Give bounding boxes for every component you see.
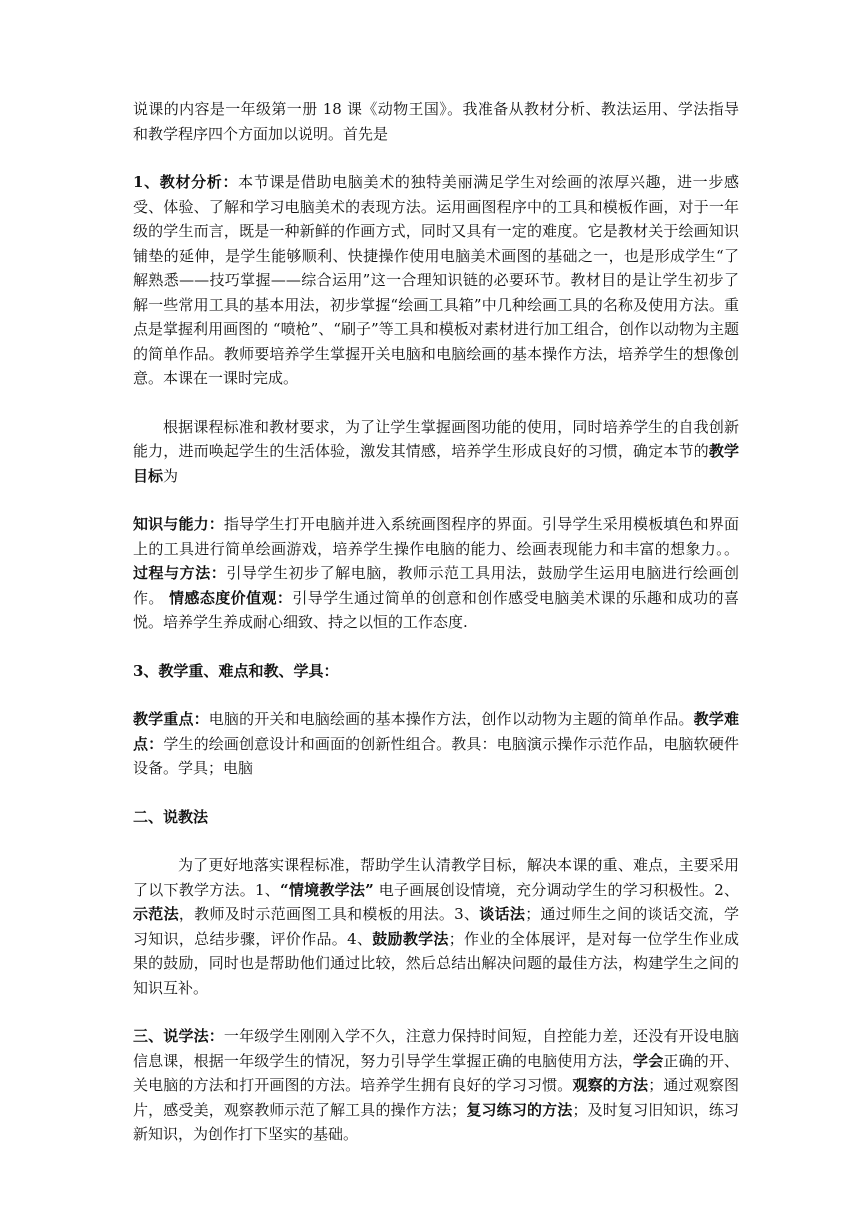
learning-text-1: 一年级学生刚刚入学不久，注意力保持时间短，自控能力差，还没有开设电脑信息课，根据一年级学生的情况，努力引导学生掌握正确的电脑使用方法， [133, 1027, 739, 1070]
knowledge-ability-text: 指导学生打开电脑并进入系统画图程序的界面。引导学生采用模板填色和界面上的工具进行简单绘画游戏，培养学生操作电脑的能力、绘画表现能力和丰富的想象力。。 [133, 515, 739, 558]
knowledge-ability-heading: 知识与能力： [133, 515, 224, 533]
learning-method-heading: 三、说学法： [133, 1027, 224, 1045]
method-3-heading: 谈话法 [479, 905, 526, 923]
teaching-goal-tail: 为 [163, 466, 179, 485]
learning-bold-1: 学会 [633, 1051, 664, 1070]
textbook-analysis-paragraph [133, 170, 739, 391]
teaching-method-heading-paragraph [133, 805, 739, 830]
teaching-goal-text: 根据课程标准和教材要求，为了让学生掌握画图功能的使用，同时培养学生的自我创新能力，进而唤起学生的生活体验，激发其情感，培养学生形成良好的习惯，确定本节的 [133, 417, 739, 460]
method-3-text: ；通过师生之间的谈话交流，学习知识，总结步骤，评价作品。4、 [133, 905, 739, 948]
teaching-method-heading: 二、说教法 [133, 807, 209, 826]
emotion-values-text: 引导学生通过简单的创意和创作感受电脑美术课的乐趣和成功的喜悦。培养学生养成耐心细致、持之以恒的工作态度. [133, 588, 739, 631]
difficult-point-heading: 教学难点： [133, 710, 739, 753]
learning-bold-2: 观察的方法 [572, 1076, 649, 1094]
emotion-values-heading: 情感态度价值观： [169, 588, 293, 607]
method-2-text: ，教师及时示范画图工具和模板的用法。3、 [178, 905, 480, 923]
intro-text: 说课的内容是一年级第一册 18 课《动物王国》。我准备从教材分析、教法运用、学法指导和教学程序四个方面加以说明。首先是 [133, 100, 739, 143]
section-3-heading-paragraph [133, 659, 739, 684]
method-2-heading: 示范法 [133, 905, 179, 923]
textbook-analysis-heading: 1、教材分析： [133, 173, 239, 191]
learning-text-3: ；通过观察图片，感受美，观察教师示范了解工具的操作方法； [133, 1076, 739, 1119]
textbook-analysis-text: 本节课是借助电脑美术的独特美丽满足学生对绘画的浓厚兴趣，进一步感受、体验、了解和学习电脑美术的表现方法。运用画图程序中的工具和模板作画，对于一年级的学生而言，既是一种新鲜的作画方式，同时又具有一定的难度。它是教材关于绘画知识铺垫的延伸，是学生能够顺利、快捷操作使用电脑美术画图的基础之一，也是形成学生“了解熟悉——技巧掌握——综合运用”这一合理知识链的必要环节。教材目的是让学生初步了解一些常用工具的基本用法，初步掌握“绘画工具箱”中几种绘画工具的名称及使用方法。重点是掌握利用画图的 “喷枪”、“刷子”等工具和模板对素材进行加工组合，创作以动物为主题的简单作品。教师要培养学生掌握开关电脑和电脑绘画的基本操作方法，培养学生的想像创意。本课在一课时完成。 [133, 173, 739, 387]
difficult-point-text: 学生的绘画创意设计和画面的创新性组合。教具：电脑演示操作示范作品，电脑软硬件设备。学具；电脑 [133, 734, 739, 777]
section-3-heading: 3、教学重、难点和教、学具： [133, 661, 339, 680]
process-method-heading: 过程与方法： [133, 564, 227, 582]
learning-text-2: 正确的开、关电脑的方法和打开画图的方法。培养学生拥有良好的学习习惯。 [133, 1051, 739, 1094]
objectives-paragraph [133, 512, 739, 635]
methods-lead-text: 为了更好地落实课程标准，帮助学生认清教学目标，解决本课的重、难点，主要采用了以下教学方法。1、 [133, 856, 739, 899]
key-point-heading: 教学重点： [133, 710, 209, 728]
method-4-heading: 鼓励教学法 [372, 929, 449, 948]
teaching-goal-paragraph [133, 415, 739, 489]
method-1-text: 电子画展创设情境，充分调动学生的学习积极性。2、 [373, 880, 739, 899]
teaching-goal-bold: 教学目标 [133, 442, 739, 485]
method-1-heading: “情境教学法” [280, 880, 374, 899]
teaching-methods-paragraph [133, 853, 739, 1000]
process-method-text: 引导学生初步了解电脑，教师示范工具用法，鼓励学生运用电脑进行绘画创作。 [133, 564, 739, 607]
learning-bold-3: 复习练习的方法 [466, 1100, 573, 1119]
learning-text-4: ；及时复习旧知识，练习新知识，为创作打下坚实的基础。 [133, 1100, 739, 1143]
key-point-text: 电脑的开关和电脑绘画的基本操作方法，创作以动物为主题的简单作品。 [208, 710, 694, 728]
intro-paragraph [133, 97, 739, 146]
method-4-text: ；作业的全体展评，是对每一位学生作业成果的鼓励，同时也是帮助他们通过比较，然后总结出解决问题的最佳方法，构建学生之间的知识互补。 [133, 929, 739, 997]
learning-method-paragraph [133, 1024, 739, 1147]
key-difficult-points-paragraph [133, 707, 739, 781]
